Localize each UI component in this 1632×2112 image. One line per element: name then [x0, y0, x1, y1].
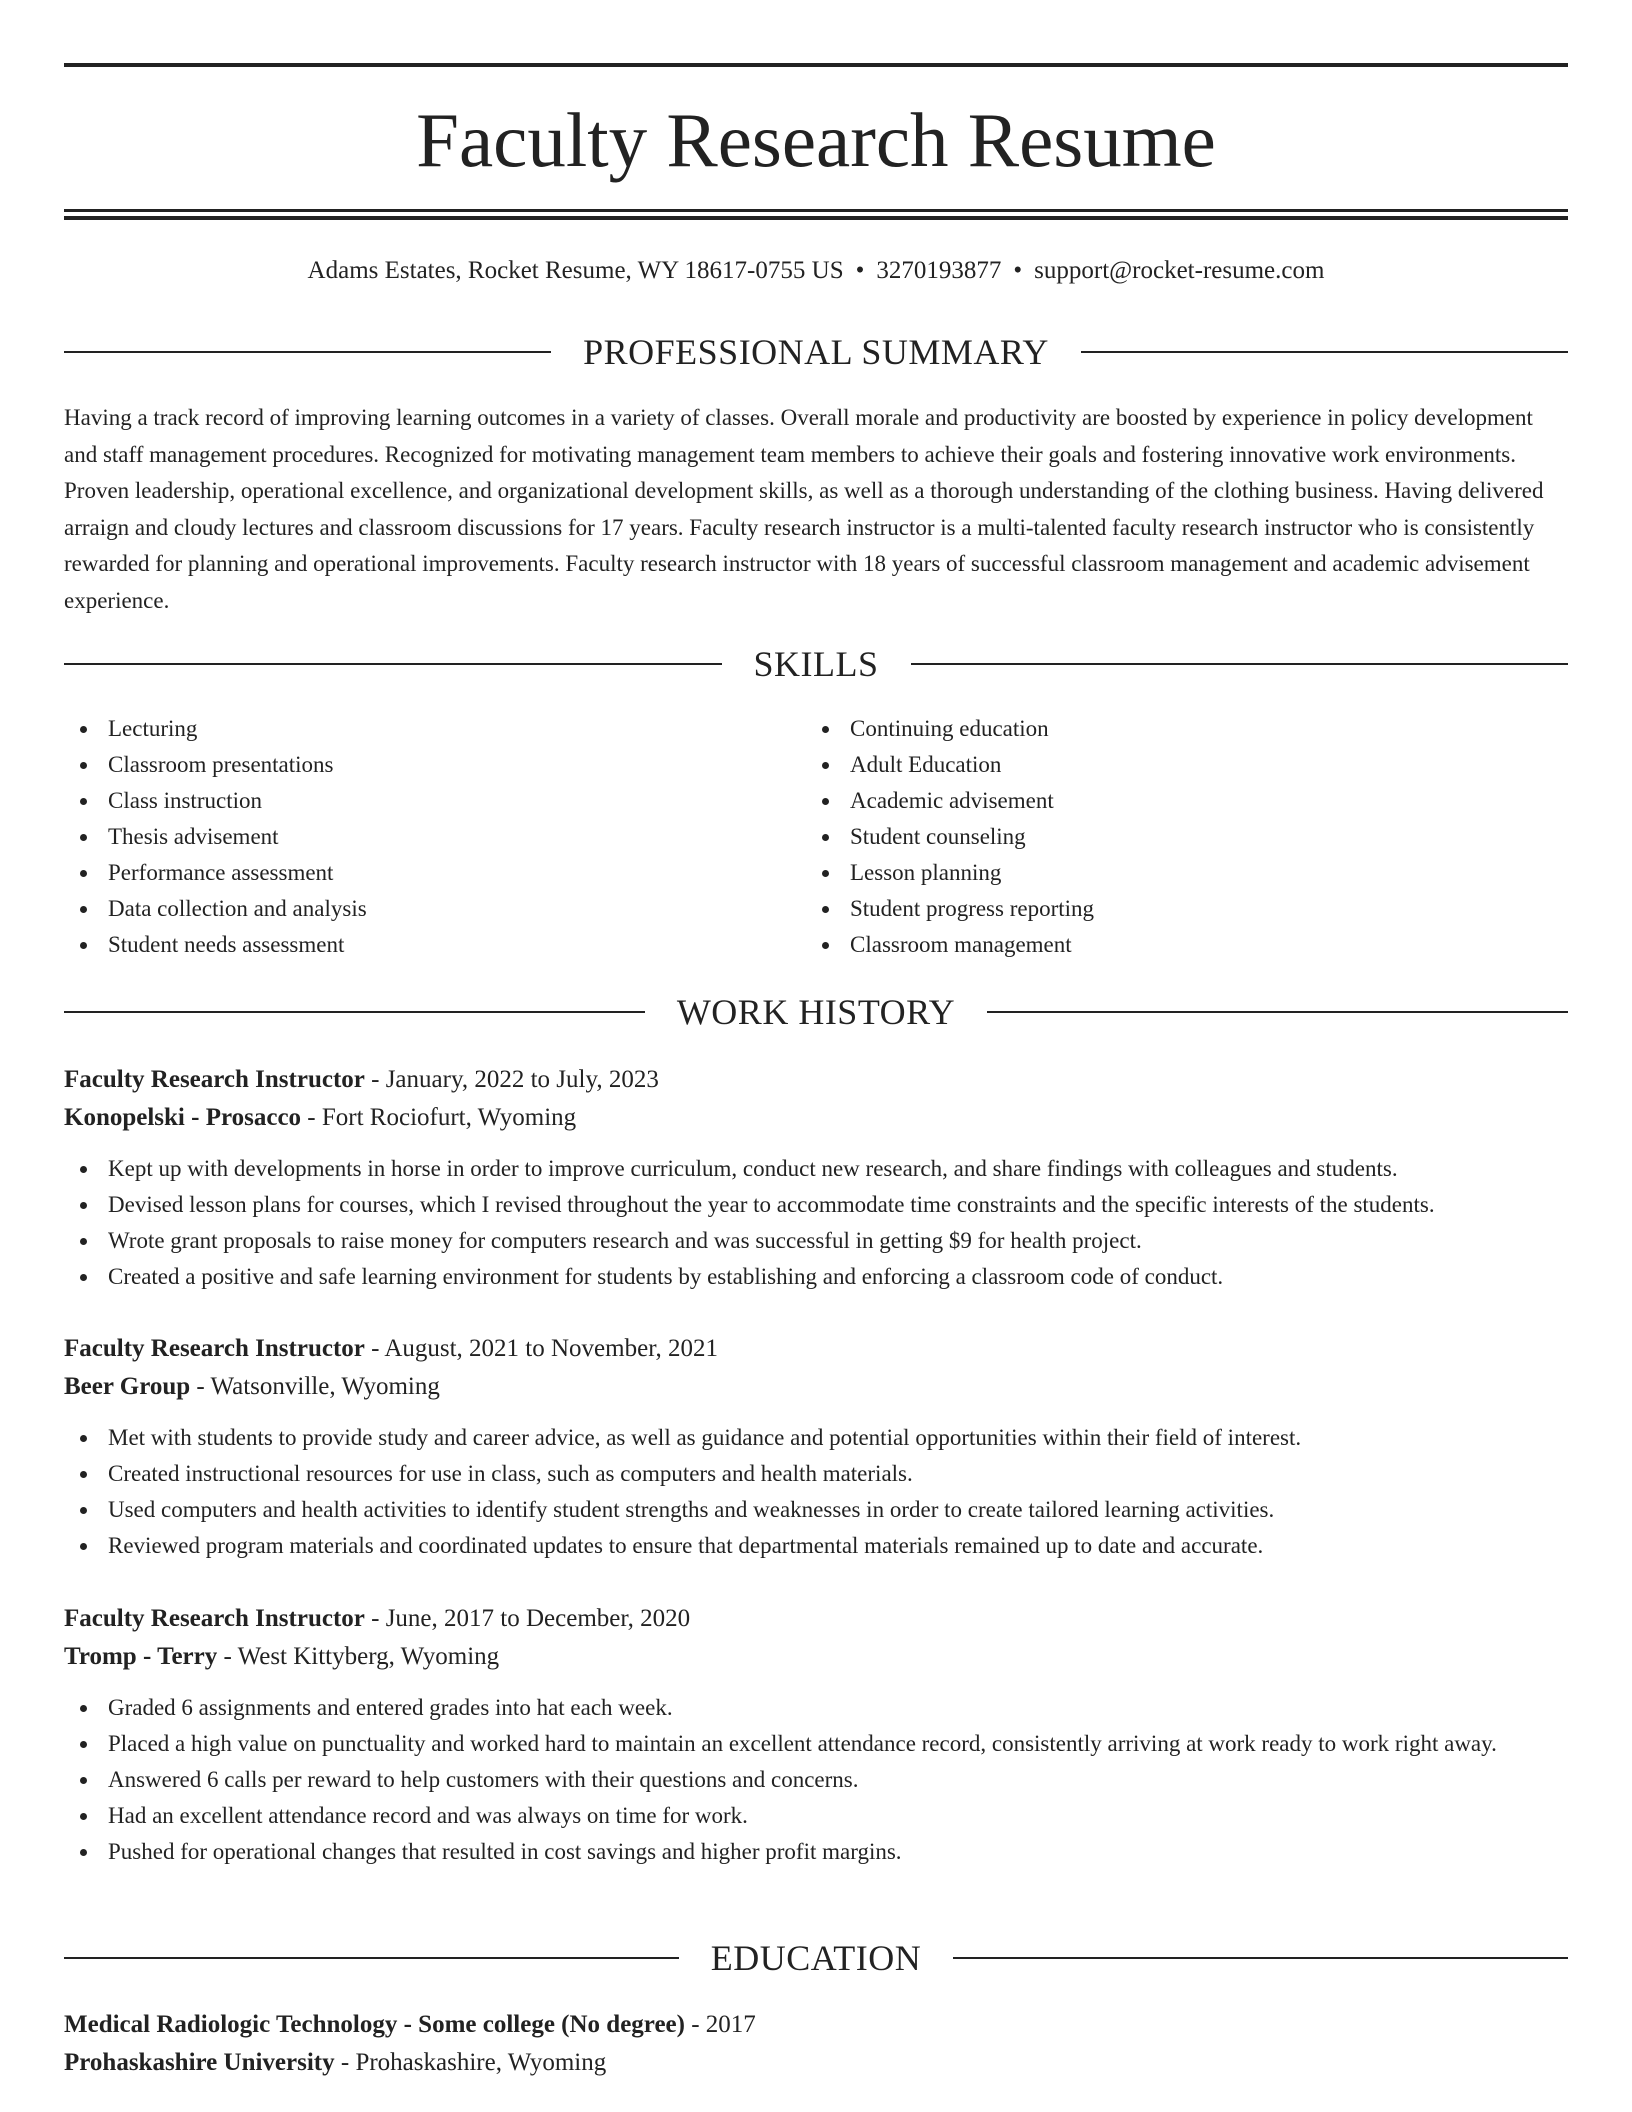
- title-rule-upper: [64, 209, 1568, 212]
- education-year: - 2017: [684, 2011, 756, 2038]
- job-bullet: Kept up with developments in horse in order to improve curriculum, conduct new research, and share findings with colleagues and students.: [64, 1151, 1568, 1187]
- job-title-line: [64, 1600, 1568, 1638]
- job-dates: - June, 2017 to December, 2020: [364, 1605, 691, 1632]
- job-location: - Fort Rociofurt, Wyoming: [301, 1104, 577, 1131]
- summary-text: Having a track record of improving learning outcomes in a variety of classes. Overall morale and productivity are boosted by experience in policy development and staff management procedures. Recognized for motivating management team members to achieve their goals and fostering innovative work environments. Proven leadership, operational excellence, and organizational development skills, as well as a thorough understanding of the clothing business. Having delivered arraign and cloudy lectures and classroom discussions for 17 years. Faculty research instructor is a multi-talented faculty research instructor who is consistently rewarded for planning and operational improvements. Faculty research instructor with 18 years of successful classroom management and academic advisement experience.: [64, 405, 1544, 613]
- contact-separator: •: [1013, 257, 1023, 284]
- job-location: - West Kittyberg, Wyoming: [217, 1643, 500, 1670]
- education-school-line: [64, 2044, 1568, 2082]
- job-bullet: Reviewed program materials and coordinated updates to ensure that departmental materials remained up to date and accurate.: [64, 1528, 1568, 1564]
- contact-address: Adams Estates, Rocket Resume, WY 18617-0755 US: [307, 257, 844, 284]
- job-title: Faculty Research Instructor: [64, 1335, 365, 1362]
- skill-item: Class instruction: [64, 783, 804, 819]
- skill-item: Student needs assessment: [64, 927, 804, 963]
- heading-rule: [64, 663, 722, 665]
- job-bullet: Graded 6 assignments and entered grades into hat each week.: [64, 1690, 1568, 1726]
- job-bullet: Created instructional resources for use in class, such as computers and health materials.: [64, 1456, 1568, 1492]
- skill-item: Lecturing: [64, 711, 804, 747]
- job-bullet: Wrote grant proposals to raise money for computers research and was successful in getting $9 for health project.: [64, 1223, 1568, 1259]
- skill-item: Continuing education: [806, 711, 1546, 747]
- heading-rule: [64, 351, 551, 353]
- heading-rule: [1081, 351, 1568, 353]
- skill-item: Lesson planning: [806, 855, 1546, 891]
- heading-rule: [64, 1957, 679, 1959]
- skill-item: Data collection and analysis: [64, 891, 804, 927]
- job-bullet: Created a positive and safe learning environment for students by establishing and enforcing a classroom code of conduct.: [64, 1259, 1568, 1295]
- job-company-line: [64, 1638, 1568, 1676]
- job-bullet: Had an excellent attendance record and was always on time for work.: [64, 1798, 1568, 1834]
- skill-item: Student progress reporting: [806, 891, 1546, 927]
- skill-item: Adult Education: [806, 747, 1546, 783]
- job-title-line: [64, 1330, 1568, 1368]
- skill-item: Student counseling: [806, 819, 1546, 855]
- job-bullets: [64, 1690, 1568, 1870]
- job-bullet: Used computers and health activities to identify student strengths and weaknesses in order to create tailored learning activities.: [64, 1492, 1568, 1528]
- job-bullets: [64, 1420, 1568, 1564]
- job-company: Beer Group: [64, 1373, 191, 1400]
- job-title-line: [64, 1061, 1568, 1099]
- job-entry: [64, 1600, 1568, 1870]
- contact-email: support@rocket-resume.com: [1034, 257, 1325, 284]
- section-heading-work-history: [64, 990, 1568, 1034]
- job-company: Tromp - Terry: [64, 1643, 218, 1670]
- job-company-line: [64, 1368, 1568, 1406]
- heading-rule: [64, 1011, 645, 1013]
- section-heading-skills: [64, 642, 1568, 686]
- job-bullets: [64, 1151, 1568, 1295]
- heading-rule: [987, 1011, 1568, 1013]
- skills-column-right: [806, 711, 1546, 963]
- section-title: EDUCATION: [710, 1938, 922, 1978]
- skill-item: Thesis advisement: [64, 819, 804, 855]
- skill-item: Classroom management: [806, 927, 1546, 963]
- heading-rule: [911, 663, 1569, 665]
- top-rule: [64, 63, 1568, 67]
- job-dates: - August, 2021 to November, 2021: [364, 1335, 719, 1362]
- contact-phone: 3270193877: [876, 257, 1002, 284]
- section-heading-education: [64, 1936, 1568, 1980]
- job-bullet: Pushed for operational changes that resulted in cost savings and higher profit margins.: [64, 1834, 1568, 1870]
- education-degree-line: [64, 2006, 1568, 2044]
- skill-item: Classroom presentations: [64, 747, 804, 783]
- resume-title: Faculty Research Resume: [416, 97, 1216, 183]
- job-dates: - January, 2022 to July, 2023: [364, 1066, 659, 1093]
- skills-column-left: [64, 711, 804, 963]
- section-title: SKILLS: [753, 644, 879, 684]
- section-heading-summary: [64, 330, 1568, 374]
- education-degree: Medical Radiologic Technology - Some college (No degree): [64, 2011, 685, 2038]
- job-title: Faculty Research Instructor: [64, 1066, 365, 1093]
- contact-separator: •: [855, 257, 865, 284]
- job-company: Konopelski - Prosacco: [64, 1104, 302, 1131]
- job-entry: [64, 1330, 1568, 1564]
- job-bullet: Answered 6 calls per reward to help customers with their questions and concerns.: [64, 1762, 1568, 1798]
- skill-item: Academic advisement: [806, 783, 1546, 819]
- section-title: PROFESSIONAL SUMMARY: [583, 332, 1049, 372]
- job-company-line: [64, 1099, 1568, 1137]
- section-title: WORK HISTORY: [676, 992, 956, 1032]
- job-entry: [64, 1061, 1568, 1295]
- education-entry: [64, 2006, 1568, 2082]
- contact-line: [64, 254, 1568, 288]
- job-bullet: Placed a high value on punctuality and worked hard to maintain an excellent attendance record, consistently arriving at work ready to work right away.: [64, 1726, 1568, 1762]
- heading-rule: [953, 1957, 1568, 1959]
- job-bullet: Met with students to provide study and career advice, as well as guidance and potential opportunities within their field of interest.: [64, 1420, 1568, 1456]
- skill-item: Performance assessment: [64, 855, 804, 891]
- job-title: Faculty Research Instructor: [64, 1605, 365, 1632]
- job-location: - Watsonville, Wyoming: [190, 1373, 440, 1400]
- education-school: Prohaskashire University: [64, 2049, 335, 2076]
- job-bullet: Devised lesson plans for courses, which I revised throughout the year to accommodate time constraints and the specific interests of the students.: [64, 1187, 1568, 1223]
- title-rule-lower: [64, 216, 1568, 220]
- education-location: - Prohaskashire, Wyoming: [334, 2049, 607, 2076]
